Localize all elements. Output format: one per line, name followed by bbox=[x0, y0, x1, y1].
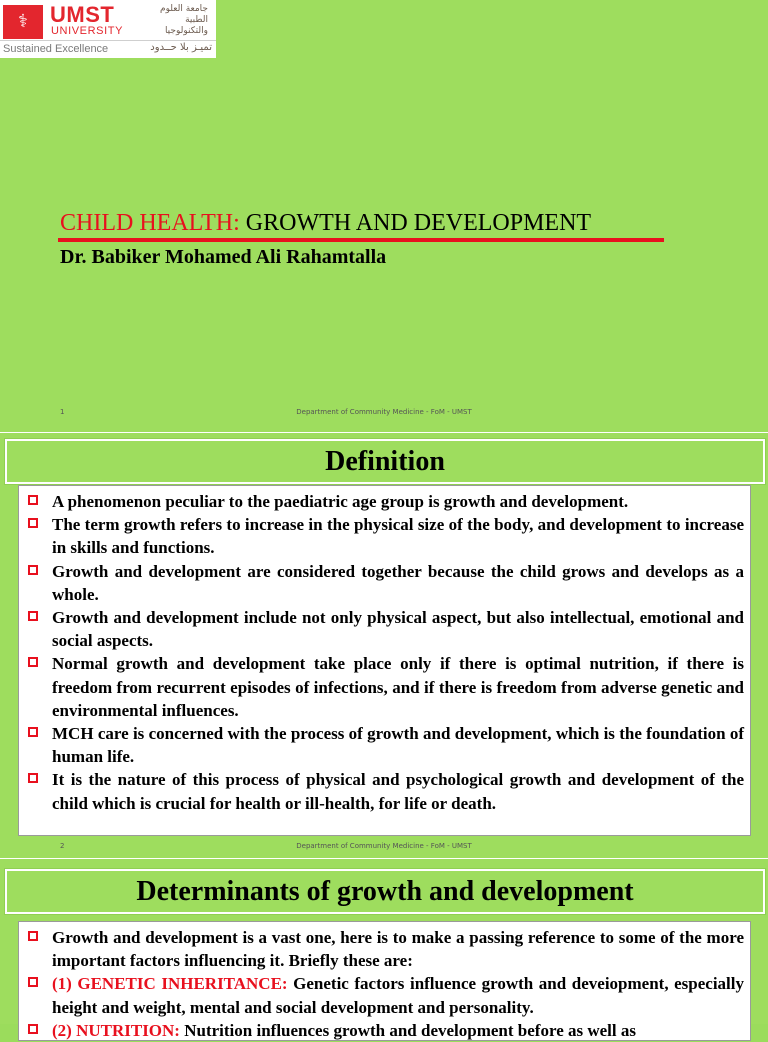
checkbox-bullet-icon bbox=[28, 727, 38, 737]
checkbox-bullet-icon bbox=[28, 977, 38, 987]
list-item: MCH care is concerned with the process of growth and development, which is the foundation of human life. bbox=[25, 722, 744, 768]
list-item: (2) NUTRITION: Nutrition influences growth and development before as well as bbox=[25, 1019, 744, 1042]
list-item: A phenomenon peculiar to the paediatric age group is growth and development. bbox=[25, 490, 744, 513]
logo-name: UMST bbox=[50, 2, 115, 27]
footer-text: Department of Community Medicine - FoM - UMST bbox=[296, 408, 472, 416]
list-item: Growth and development are considered together because the child grows and develops as a whole. bbox=[25, 560, 744, 606]
checkbox-bullet-icon bbox=[28, 518, 38, 528]
slide-2 bbox=[0, 433, 768, 858]
list-item: It is the nature of this process of physical and psychological growth and development of the child which is crucial for health or ill-health, for life or death. bbox=[25, 768, 744, 814]
university-logo bbox=[0, 0, 216, 58]
checkbox-bullet-icon bbox=[28, 773, 38, 783]
checkbox-bullet-icon bbox=[28, 495, 38, 505]
slide-number: 2 bbox=[60, 842, 65, 850]
slide-2-content bbox=[18, 485, 751, 836]
list-item: Normal growth and development take place only if there is optimal nutrition, if there is freedom from recurrent episodes of infections, and if there is freedom from adverse genetic and environmental influences. bbox=[25, 652, 744, 722]
list-item: The term growth refers to increase in the physical size of the body, and development to increase in skills and functions. bbox=[25, 513, 744, 559]
logo-arabic-name: جامعة العلوم الطبية والتكنولوجيا bbox=[160, 4, 208, 36]
umst-emblem-icon: ⚕ bbox=[3, 5, 43, 39]
checkbox-bullet-icon bbox=[28, 657, 38, 667]
slide-number: 1 bbox=[60, 408, 65, 416]
title-underline bbox=[58, 238, 664, 242]
list-item: (1) GENETIC INHERITANCE: Genetic factors influence growth and deveiopment, especially height and weight, mental and social development and personality. bbox=[25, 972, 744, 1018]
checkbox-bullet-icon bbox=[28, 931, 38, 941]
slide-1-title bbox=[60, 210, 591, 237]
list-item: Growth and development is a vast one, here is to make a passing reference to some of the more important factors influencing it. Briefly these are: bbox=[25, 926, 744, 972]
footer-text: Department of Community Medicine - FoM - UMST bbox=[296, 842, 472, 850]
logo-divider bbox=[0, 40, 216, 41]
slide-3-content bbox=[18, 921, 751, 1041]
slide-3-title: Determinants of growth and development bbox=[5, 869, 765, 914]
logo-subtitle: UNIVERSITY bbox=[51, 25, 124, 37]
slide-2-title: Definition bbox=[5, 439, 765, 484]
logo-tagline: Sustained Excellence bbox=[3, 43, 109, 55]
author-name: Dr. Babiker Mohamed Ali Rahamtalla bbox=[60, 246, 387, 268]
checkbox-bullet-icon bbox=[28, 565, 38, 575]
bullet-label: (1) GENETIC INHERITANCE: bbox=[52, 974, 288, 994]
list-item: Growth and development include not only physical aspect, but also intellectual, emotional and social aspects. bbox=[25, 606, 744, 652]
checkbox-bullet-icon bbox=[28, 1024, 38, 1034]
title-main: GROWTH AND DEVELOPMENT bbox=[239, 210, 592, 236]
checkbox-bullet-icon bbox=[28, 611, 38, 621]
slide-3 bbox=[0, 859, 768, 1040]
logo-arabic-tagline: تميـز بلا حــدود bbox=[150, 42, 212, 53]
slide-1 bbox=[0, 0, 768, 432]
bullet-label: (2) NUTRITION: bbox=[52, 1020, 180, 1040]
title-prefix: CHILD HEALTH: bbox=[60, 210, 240, 236]
